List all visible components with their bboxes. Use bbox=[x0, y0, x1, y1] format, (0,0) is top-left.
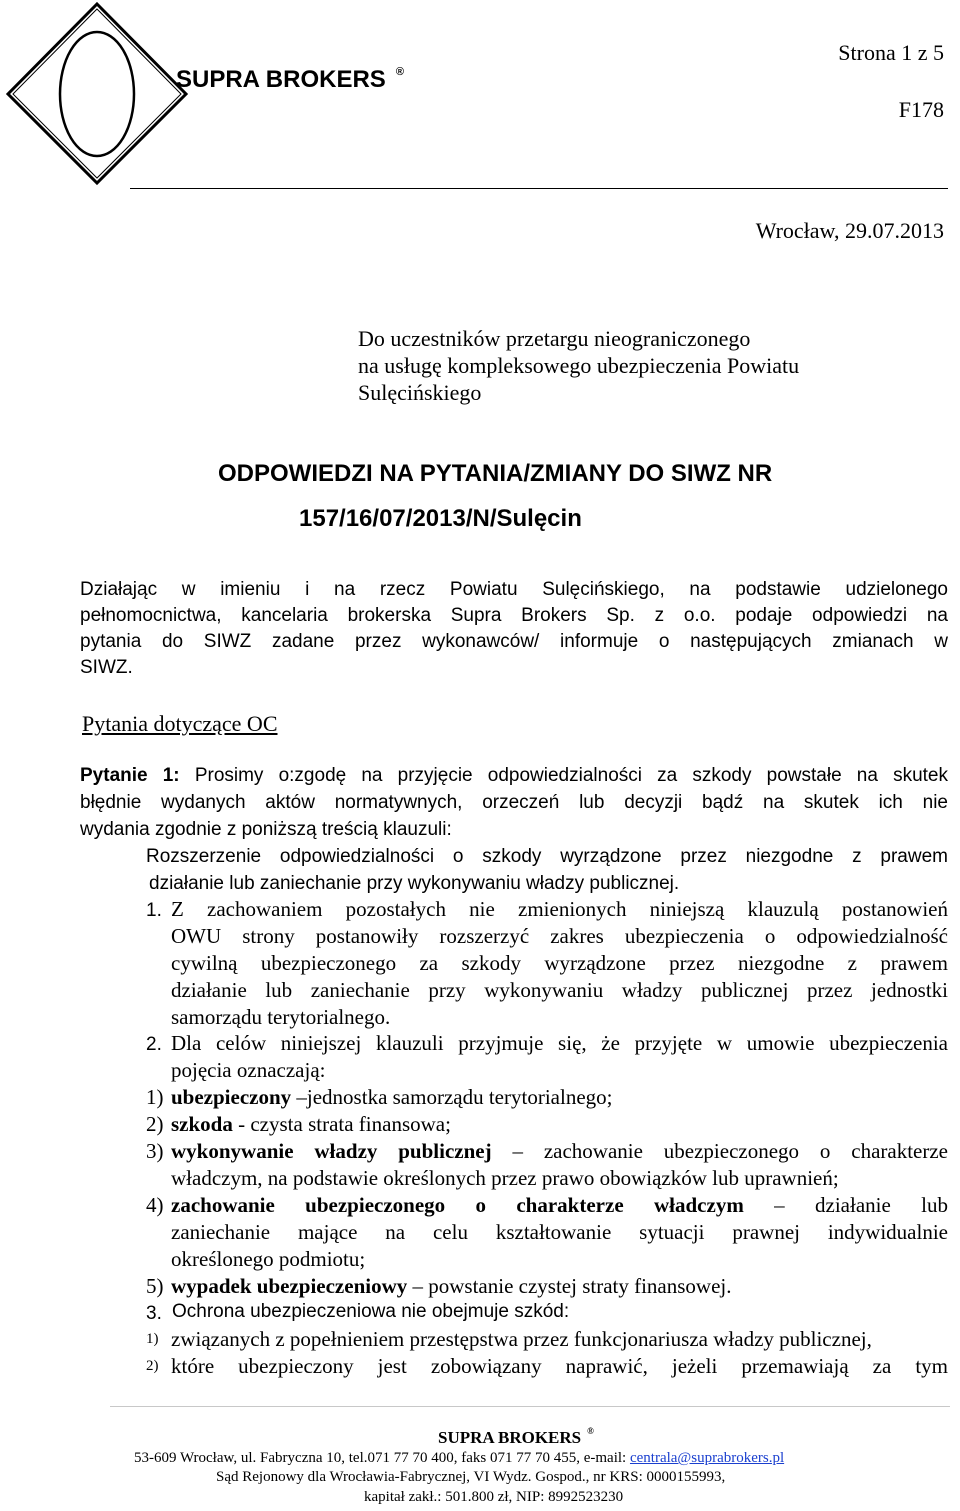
addressee-line: Sulęcińskiego bbox=[358, 380, 482, 405]
point2-line: Dla celów niniejszej klauzuli przyjmuje się, że przyjęte w umowie ubezpieczenia bbox=[171, 1031, 948, 1055]
addressee-line: na usługę kompleksowego ubezpieczenia Powiatu bbox=[358, 353, 800, 378]
footer-court: Sąd Rejonowy dla Wrocławia-Fabrycznej, VI Wydz. Gospod., nr KRS: 0000155993, bbox=[216, 1469, 726, 1485]
exclusion-number: 1) bbox=[146, 1331, 159, 1347]
company-logo bbox=[0, 0, 200, 200]
footer-divider bbox=[110, 1406, 950, 1407]
document-title: ODPOWIEDZI NA PYTANIA/ZMIANY DO SIWZ NR bbox=[218, 460, 773, 487]
question-line: błędnie wydanych aktów normatywnych, orzeczeń lub decyzji bądź na skutek ich nie bbox=[80, 792, 948, 813]
definition-item: ubezpieczony –jednostka samorządu terytorialnego; bbox=[171, 1085, 613, 1109]
point2-line: pojęcia oznaczają: bbox=[171, 1058, 326, 1082]
footer-capital: kapitał zakł.: 501.800 zł, NIP: 8992523230 bbox=[364, 1489, 624, 1505]
exclusion-item: które ubezpieczony jest zobowiązany naprawić, jeżeli przemawiają za tym bbox=[171, 1354, 948, 1378]
point1-line: działanie lub zaniechanie przy wykonywaniu władzy publicznej przez jednostki bbox=[171, 978, 948, 1002]
definition-number: 1) bbox=[146, 1085, 164, 1109]
intro-line: pytania do SIWZ zadane przez wykonawców/ informuje o następujących zmianach w bbox=[80, 631, 948, 652]
definition-item-continued: określonego podmiotu; bbox=[171, 1247, 366, 1271]
document-title-number: 157/16/07/2013/N/Sulęcin bbox=[299, 505, 582, 532]
question-line: Pytanie 1: Prosimy o:zgodę na przyjęcie odpowiedzialności za szkody powstałe na skutek bbox=[80, 765, 948, 786]
addressee-line: Do uczestników przetargu nieograniczonego bbox=[358, 326, 751, 351]
header-divider bbox=[130, 188, 948, 189]
definition-item: wypadek ubezpieczeniowy – powstanie czystej straty finansowej. bbox=[171, 1274, 732, 1298]
intro-line: SIWZ. bbox=[80, 657, 133, 678]
section-heading: Pytania dotyczące OC bbox=[82, 711, 278, 736]
intro-line: pełnomocnictwa, kancelaria brokerska Supra Brokers Sp. z o.o. podaje odpowiedzi na bbox=[80, 605, 948, 626]
point3-text: Ochrona ubezpieczeniowa nie obejmuje szkód: bbox=[172, 1301, 570, 1322]
definition-item: zachowanie ubezpieczonego o charakterze władczym – działanie lub bbox=[171, 1193, 948, 1217]
clause-intro-line: Rozszerzenie odpowiedzialności o szkody wyrządzone przez niezgodne z prawem bbox=[146, 846, 948, 867]
definition-item: wykonywanie władzy publicznej – zachowanie ubezpieczonego o charakterze bbox=[171, 1139, 948, 1163]
definition-item-continued: władczym, na podstawie określonych przez prawo obowiązków lub uprawnień; bbox=[171, 1166, 839, 1190]
intro-line: Działając w imieniu i na rzecz Powiatu Sulęcińskiego, na podstawie udzielonego bbox=[80, 579, 948, 600]
point1-line: OWU strony postanowiły rozszerzyć zakres ubezpieczenia o odpowiedzialność bbox=[171, 924, 948, 948]
footer-address: 53-609 Wrocław, ul. Fabryczna 10, tel.071 77 70 400, faks 071 77 70 455, e-mail: centrala@suprabrokers.pl bbox=[134, 1450, 785, 1466]
exclusion-number: 2) bbox=[146, 1358, 159, 1374]
definition-item: szkoda - czysta strata finansowa; bbox=[171, 1112, 451, 1136]
place-date: Wrocław, 29.07.2013 bbox=[755, 218, 944, 243]
question-line: wydania zgodnie z poniższą treścią klauzuli: bbox=[80, 819, 452, 840]
definition-number: 5) bbox=[146, 1274, 164, 1298]
page-info: Strona 1 z 5 bbox=[838, 40, 944, 65]
definition-number: 3) bbox=[146, 1139, 164, 1163]
exclusion-item: związanych z popełnieniem przestępstwa przez funkcjonariusza władzy publicznej, bbox=[171, 1327, 872, 1351]
point1-line: cywilną ubezpieczonego za szkody wyrządzone przez niezgodne z prawem bbox=[171, 951, 948, 975]
definition-number: 4) bbox=[146, 1193, 164, 1217]
footer-email-link[interactable]: centrala@suprabrokers.pl bbox=[629, 1450, 785, 1466]
definition-number: 2) bbox=[146, 1112, 164, 1136]
point-number: 2. bbox=[146, 1034, 162, 1055]
point1-line: Z zachowaniem pozostałych nie zmienionych niniejszą klauzulą postanowień bbox=[171, 897, 948, 921]
point-number: 1. bbox=[146, 900, 162, 921]
form-code: F178 bbox=[898, 97, 944, 122]
question-label: Pytanie 1: bbox=[80, 765, 180, 786]
clause-intro-line: działanie lub zaniechanie przy wykonywaniu władzy publicznej. bbox=[149, 873, 680, 894]
point1-line: samorządu terytorialnego. bbox=[171, 1005, 391, 1029]
point-number: 3. bbox=[146, 1303, 162, 1324]
definition-item-continued: zaniechanie mające na celu kształtowanie sytuacji prawnej indywidualnie bbox=[171, 1220, 948, 1244]
footer-company: SUPRA BROKERS ® bbox=[438, 1426, 594, 1447]
company-name: SUPRA BROKERS ® bbox=[176, 66, 404, 93]
